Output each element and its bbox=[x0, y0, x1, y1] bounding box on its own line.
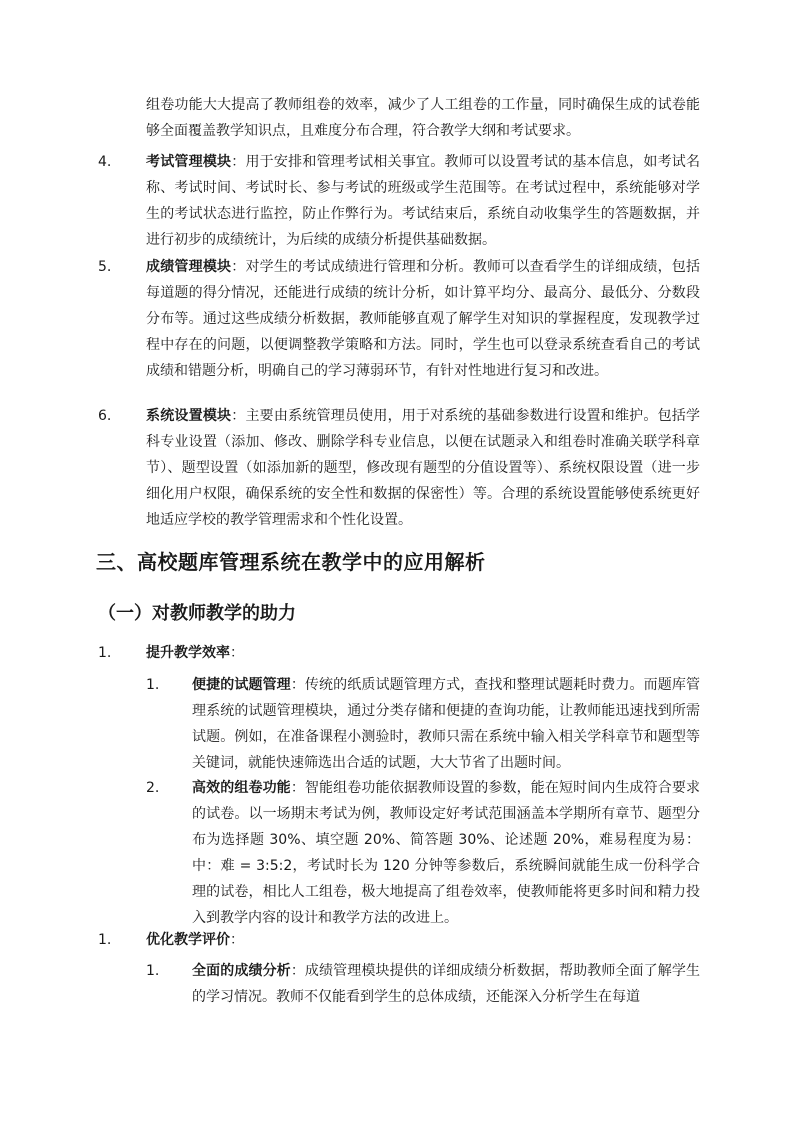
list-number: 1. bbox=[146, 963, 160, 979]
subsection-heading: （一）对教师教学的助力 bbox=[98, 603, 296, 624]
list-number: 1. bbox=[98, 932, 112, 948]
sub-item-title: 高效的组卷功能 bbox=[192, 780, 291, 796]
sub-item-title: 全面的成绩分析 bbox=[192, 963, 291, 979]
list-number: 6. bbox=[98, 408, 112, 424]
list-number: 1. bbox=[98, 645, 112, 661]
section-heading: 三、高校题库管理系统在教学中的应用解析 bbox=[96, 550, 486, 574]
continuation-paragraph: 组卷功能大大提高了教师组卷的效率，减少了人工组卷的工作量，同时确保生成的试卷能够全面覆盖教学知识点，且难度分布合理，符合教学大纲和考试要求。 bbox=[146, 97, 700, 139]
module-title: 考试管理模块 bbox=[146, 154, 232, 170]
list-number: 2. bbox=[146, 780, 160, 796]
list-number: 5. bbox=[98, 259, 112, 275]
sub-item-title: 便捷的试题管理 bbox=[192, 677, 291, 693]
list-number: 4. bbox=[98, 154, 112, 170]
module-title: 系统设置模块 bbox=[146, 408, 232, 424]
point-suffix: ： bbox=[230, 932, 244, 948]
point-title: 提升教学效率 bbox=[146, 645, 230, 661]
sub-item-text: ：智能组卷功能依据教师设置的参数，能在短时间内生成符合要求的试卷。以一场期末考试为例，教师设定好考试范围涵盖本学期所有章节、题型分布为选择题 30%、填空题 20%、简答题 30%、论述题 20%，难易程度为易：中：难 = 3:5:2，考试时长为 120 分钟等参数后，系统瞬间就能生成一份科学合理的试卷，相比人工组卷，极大地提高了组卷效率，使教师能将更多时间和精力投入到教学内容的设计和教学方法的改进上。 bbox=[192, 780, 701, 926]
list-number: 1. bbox=[146, 677, 160, 693]
module-text: ：对学生的考试成绩进行管理和分析。教师可以查看学生的详细成绩，包括每道题的得分情况，还能进行成绩的统计分析，如计算平均分、最高分、最低分、分数段分布等。通过这些成绩分析数据，教师能够直观了解学生对知识的掌握程度，发现教学过程中存在的问题，以便调整教学策略和方法。同时，学生也可以登录系统查看自己的考试成绩和错题分析，明确自己的学习薄弱环节，有针对性地进行复习和改进。 bbox=[146, 259, 701, 379]
point-title: 优化教学评价 bbox=[146, 932, 230, 948]
module-text: ：主要由系统管理员使用，用于对系统的基础参数进行设置和维护。包括学科专业设置（添加、修改、删除学科专业信息，以便在试题录入和组卷时准确关联学科章节）、题型设置（如添加新的题型，修改现有题型的分值设置等）、系统权限设置（进一步细化用户权限，确保系统的安全性和数据的保密性）等。合理的系统设置能够使系统更好地适应学校的教学管理需求和个性化设置。 bbox=[146, 408, 701, 528]
module-title: 成绩管理模块 bbox=[146, 259, 232, 275]
point-suffix: ： bbox=[230, 645, 244, 661]
module-text: ：用于安排和管理考试相关事宜。教师可以设置考试的基本信息，如考试名称、考试时间、考试时长、参与考试的班级或学生范围等。在考试过程中，系统能够对学生的考试状态进行监控，防止作弊行为。考试结束后，系统自动收集学生的答题数据，并进行初步的成绩统计，为后续的成绩分析提供基础数据。 bbox=[146, 154, 701, 248]
sub-item-text: ：成绩管理模块提供的详细成绩分析数据，帮助教师全面了解学生的学习情况。教师不仅能看到学生的总体成绩，还能深入分析学生在每道 bbox=[192, 963, 701, 1005]
sub-item-text: ：传统的纸质试题管理方式，查找和整理试题耗时费力。而题库管理系统的试题管理模块，通过分类存储和便捷的查询功能，让教师能迅速找到所需试题。例如，在准备课程小测验时，教师只需在系统中输入相关学科章节和题型等关键词，就能快速筛选出合适的试题，大大节省了出题时间。 bbox=[192, 677, 701, 771]
